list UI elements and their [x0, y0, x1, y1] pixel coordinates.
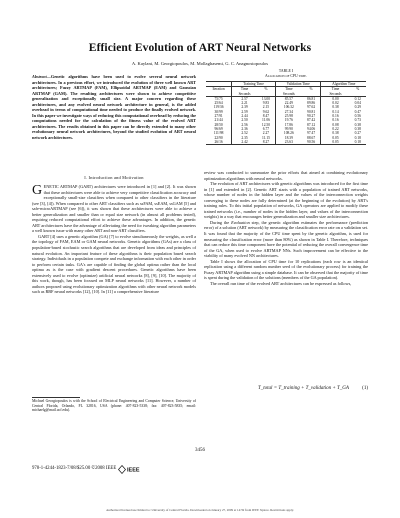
table-cell: 85.57: [275, 96, 301, 101]
intro-paragraph: [32, 184, 196, 234]
table-body: [206, 96, 366, 144]
table-cell: 2.42: [232, 140, 257, 145]
table-cell: 0.47: [354, 109, 361, 114]
table-cell: 0.12: [354, 96, 361, 101]
table-cell: 89.86: [307, 101, 316, 106]
table-cell: 0.38: [321, 131, 350, 135]
table-unit: Seconds: [321, 92, 350, 97]
right-column-body: [204, 170, 368, 286]
abstract-body: —Genetic algorithms have been used to evolve several neural network architectures. In a previous effort, we introduced the evolution of three well known ART architectures; Fuzzy ARTMAP (FAM), Ellipsoidal ARTMAP (EAM) and Gaussian ARTMAP (GAM). The resulting architectures were shown to achieve competitive generalization and exceptionally small size. A major concern regarding these architectures, and any evolved neural network architecture in general, is the added overhead in terms of computational time needed to produce the finally evolved network. In this paper we investigate ways of reducing this computational overhead by reducing the computations needed for the calculation of the fitness value of the evolved ART architectures. The results obtained in this paper can be directly extended to many other evolutionary neural network architectures, beyond the studied evolution of ART neural network architectures.: [32, 74, 196, 140]
table-cell: 2.57: [232, 96, 257, 101]
table-cell: 111/98: [213, 131, 224, 136]
table-cell: 94.06: [307, 126, 316, 131]
table-cell: 11.15: [261, 135, 270, 140]
table-group-header: Training Time: [232, 82, 276, 87]
table-cell: 0.00: [321, 96, 350, 101]
table-cell: 19.76: [275, 118, 301, 122]
table-cell: 26/16: [206, 140, 232, 145]
table-cell: 2.27: [262, 131, 270, 136]
table-cell: 28/50: [214, 122, 223, 127]
table-cell: 25/64: [214, 101, 223, 106]
paper-title: Efficient Evolution of ART Neural Networks: [88, 42, 312, 54]
table-cell: 2.39: [232, 105, 257, 109]
table-cell: 96/69: [214, 126, 223, 131]
right-paragraph: review was conducted to summarize the prior efforts that aimed at combining evolutionary optimization algorithms with neural networks.: [204, 170, 368, 181]
table-cell: 13.00: [261, 96, 270, 101]
table-cell: 2.36: [232, 127, 257, 131]
table-group-header: Validation Time: [275, 82, 321, 87]
table-cell: 2.52: [232, 131, 257, 135]
table-cell: 87.42: [307, 118, 316, 123]
table-subheader: Time: [275, 87, 301, 92]
table-cell: 90.56: [302, 140, 321, 145]
download-footer: Authorized licensed use limited to: University of Central Florida. Downloaded on January 27, 2009 at 14:59 from IEEE Xplore. Restrictions apply.: [106, 508, 294, 512]
table-subheader: Iteration: [212, 87, 225, 92]
table-subheader: %: [309, 87, 313, 92]
table-cell: 90.27: [307, 114, 316, 119]
table-cell: 18.39: [275, 136, 301, 140]
table-cell: 9.83: [262, 101, 270, 106]
table-cell: 23.63: [275, 140, 301, 145]
table-cell: 27.34: [275, 110, 301, 114]
table-row: [206, 140, 366, 145]
table-cell: 0.27: [354, 131, 361, 136]
table-cell: 0.14: [321, 110, 350, 114]
evaluation-term: Evaluation: [231, 219, 250, 225]
isbn-line: 978-1-4244-1823-7/08/$25.00 ©2008 IEEE: [32, 466, 117, 471]
author-footnote: Michael Georgiopoulos is with the School of Electrical Engineering and Computer Science, University of Central Florida, Orlando, FL 32816, USA (phone: 407-823-5338; fax: 407-823-5835; email: michaelg@mail.ucf.edu).: [32, 399, 196, 413]
table-cell: 22/90: [214, 135, 223, 140]
table-subheader: %: [264, 87, 268, 92]
cpu-time-table: [206, 81, 366, 145]
table-cell: 8.47: [262, 114, 270, 119]
table-cell: 2.50: [232, 118, 257, 122]
table-number: TABLE I: [278, 69, 294, 73]
table-title: Allocation of CPU time.: [265, 73, 307, 78]
table-cell: 0.16: [321, 118, 350, 122]
svg-text:IEEE: IEEE: [127, 467, 140, 474]
paragraph-rest: step, the genetic algorithm estimates the performance (prediction error) of a solution (ART network) by measuring the classification error rate on a validation set. It was found that the majority of the CPU time spent by the genetic algorithm, is used for measuring the classification error (more than 80%) as shown in Table I. Therefore, techniques that can reduce this time component have the potential of reducing the overall convergence time of the GA, when used to evolve ARTMAP NNs. Such improvement can be effective to the viability of many evolved NN architectures.: [204, 219, 369, 259]
table-cell: 22.49: [275, 101, 301, 105]
introduction-body: [32, 184, 196, 295]
table-cell: 0.16: [321, 114, 350, 118]
right-paragraph: Table I shows the allocation of CPU time for 10 replications (each row is an identical replication using a different random number seed of the evolutionary process) for training the Fuzzy ARTMAP algorithm using a simple database. It can be observed that the majority of time is spent during the validation of the solutions (members of the GA population).: [204, 258, 368, 281]
table-cell: 86.81: [307, 96, 316, 101]
table-cell: 12.50: [261, 122, 270, 127]
table-cell: 2.15: [262, 105, 270, 110]
table-cell: 0.05: [321, 140, 350, 145]
table-cell: 99.90: [275, 127, 301, 131]
right-paragraph: The evolution of ART architectures with genetic algorithms was introduced for the first time in [1] and extended in [2]. Genetic ART starts with a population of trained ART networks, whose number of nodes in the hidden layer and the values of the interconnection weights converging to these nodes are fully determined (at the beginning of the evolution) by ART's training rules. To this initial population of networks, GA operators are applied to modify these trained networks (i.e., number of nodes in the hidden layer, and values of the interconnection weights) in a way that encourages better generalization and smaller size architectures.: [204, 181, 368, 220]
table-cell: 0.56: [354, 114, 361, 119]
table-cell: 97.62: [307, 105, 316, 110]
section-heading-introduction: I. Introduction and Motivation: [84, 175, 144, 180]
table-cell: 108.26: [275, 131, 301, 135]
abstract-lead: Abstract: [32, 74, 47, 79]
table-cell: 0.08: [321, 123, 350, 127]
table-cell: 6.77: [262, 126, 270, 131]
table-cell: 0.38: [321, 105, 350, 109]
table-cell: 0.38: [354, 126, 361, 131]
equation-number: (1): [362, 386, 368, 391]
equation-body: T_total = T_training + T_validation + T_GA: [258, 386, 349, 391]
table-cell: 88.67: [307, 135, 316, 140]
table-cell: 0.38: [354, 122, 361, 127]
table-cell: 2.44: [232, 114, 257, 118]
table-cell: 27/91: [214, 114, 223, 119]
right-paragraph: [204, 220, 368, 259]
table-cell: 75/75: [214, 96, 223, 101]
table-subheader: %: [356, 87, 360, 92]
table-cell: 0.73: [354, 118, 361, 123]
table-cell: 11.06: [261, 118, 270, 123]
table-cell: 2.21: [232, 101, 257, 105]
table-subheader: Time: [321, 87, 350, 92]
table-cell: 0.02: [321, 101, 350, 105]
table-cell: 30/99: [214, 109, 223, 114]
table-cell: 0.18: [350, 140, 366, 145]
table-cell: 17.86: [275, 123, 301, 127]
table-cell: 0.22: [321, 127, 350, 131]
table-cell: 97.47: [307, 131, 316, 136]
table-caption: [204, 69, 368, 78]
intro-paragraph-2: GART [4] uses a genetic algorithm (GA) [7] to evolve simultaneously the weights, as well a the topology of FAM, EAM or GAM neural networks. Genetic algorithms (GAs) are a class of population-based stochastic search algorithms that are developed from ideas and principles of natural evolution. An important feature of these algorithms is their population based search strategy. Individuals in a population compete and exchange information with each other in order to perform certain tasks. GA's are capable of finding the global optima rather than the local optima as is the case with gradient descent procedures. Genetic algorithms have been extensively used to evolve (optimize) artificial neural networks [8], [9], [10]. The majority of this work, though, has been focused on MLP neural networks [11]. However, a number of authors proposed using evolutionary optimization algorithms with other neural network models such as RBF neural networks [12], [10]. In [11] a comprehensive literature: [32, 233, 196, 295]
table-cell: 87.12: [307, 122, 316, 127]
table-cell: 90.81: [307, 109, 316, 114]
table-cell: 2.56: [232, 123, 257, 127]
table-cell: 2.35: [232, 136, 257, 140]
table-unit: Seconds: [232, 92, 257, 97]
table-group-header: Algorithm Time: [321, 82, 366, 87]
table-cell: 106.32: [275, 105, 301, 109]
table-cell: 0.29: [354, 105, 361, 110]
author-list: A. Kaylani, M. Georgiopoulos, M. Mollaghasemi, G. C. Anagnostopoulos: [131, 61, 269, 66]
paragraph-lead: During the: [210, 219, 230, 225]
table-cell: 0.04: [354, 101, 361, 106]
drop-cap: G: [32, 182, 43, 198]
table-cell: 0.18: [354, 135, 361, 140]
table-unit: Seconds: [275, 92, 301, 97]
ieee-logo-icon: [118, 465, 138, 474]
table-cell: 8.27: [257, 140, 276, 145]
table-subheader: Time: [232, 87, 257, 92]
intro-paragraph-text: ENETIC ARTMAP (GART) architectures were introduced in [1] and [2]. It was shown that these architectures were able to achieve very competitive classification accuracy and exceptionally small-size classifiers when compared to other classifiers in the literature (see [3], [4]). When compared to other ART classifiers such as ssFAM, ssEAM, ssGAM [5] and safe-microARTMAP (see [6]), it was shown that these architectures were able to achieve a better generalization and smaller than or equal size network (in almost all problems tested), requiring reduced computational effort to achieve these advantages. In addition, the genetic ART architectures have the advantage of alleviating the need for tweaking algorithm parameters a well known issue with many other ART and non-ART classifiers.: [32, 184, 196, 234]
table-cell: 119/36: [213, 105, 224, 110]
page-number: 3456: [195, 448, 205, 453]
table-cell: 25.98: [275, 114, 301, 118]
footnote-rule: [32, 397, 80, 398]
table-cell: 0.05: [321, 136, 350, 140]
right-paragraph: The overall run time of the evolved ART architectures can be expressed as follows,: [210, 280, 352, 286]
table-cell: 9.62: [262, 109, 270, 114]
table-cell: 21/44: [214, 118, 223, 123]
abstract: [32, 74, 196, 140]
table-cell: 2.59: [232, 110, 257, 114]
